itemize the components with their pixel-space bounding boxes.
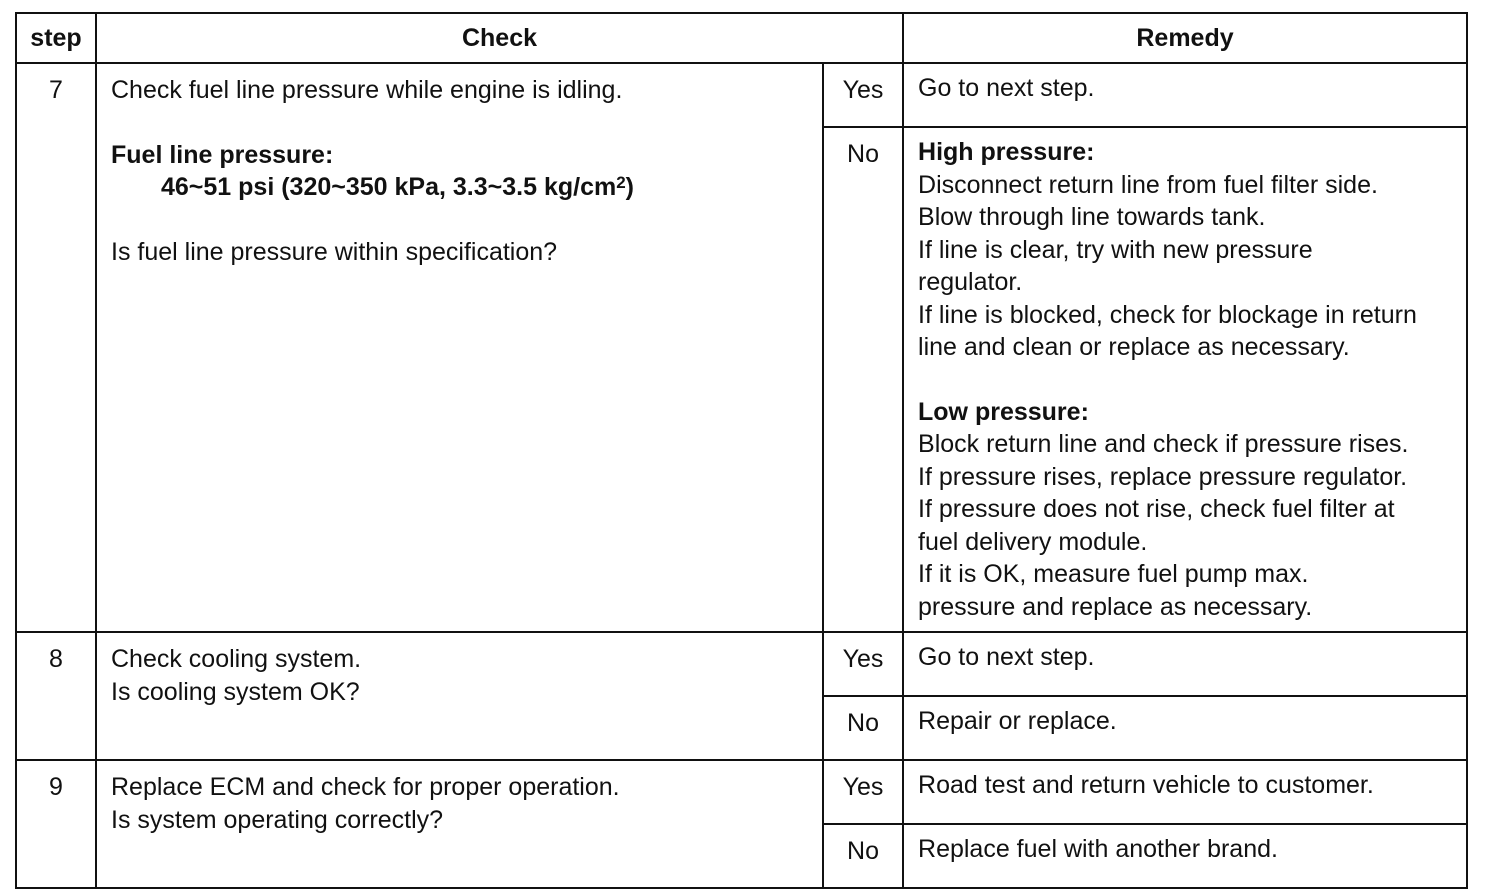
header-step: step	[16, 13, 96, 63]
spec-label: Fuel line pressure:	[111, 140, 334, 169]
spec-value: 46~51 psi (320~350 kPa, 3.3~3.5 $kg/cm^2$)	[161, 173, 634, 201]
table-row-step-7-yes	[16, 63, 1467, 127]
remedy-no: Replace fuel with another brand.	[903, 824, 1467, 888]
check-instruction: Check cooling system.	[111, 645, 362, 673]
check-cell	[96, 632, 823, 760]
low-pressure-title: Low pressure:	[918, 397, 1089, 426]
check-question: Is cooling system OK?	[111, 677, 360, 706]
answer-no: No	[823, 696, 903, 760]
table-row-step-9-yes	[16, 760, 1467, 824]
remedy-yes: Road test and return vehicle to customer.	[903, 760, 1467, 824]
remedy-line: pressure and replace as necessary.	[918, 592, 1313, 621]
remedy-line: regulator.	[918, 268, 1023, 296]
remedy-line: If pressure rises, replace pressure regulator.	[918, 462, 1408, 491]
step-number: 7	[16, 63, 96, 632]
step-number: 9	[16, 760, 96, 888]
troubleshooting-table	[15, 12, 1468, 889]
remedy-yes: Go to next step.	[903, 63, 1467, 127]
header-remedy: Remedy	[903, 13, 1467, 63]
check-question: Is fuel line pressure within specification?	[111, 237, 558, 266]
answer-yes: Yes	[823, 632, 903, 696]
answer-no: No	[823, 127, 903, 632]
check-cell	[96, 760, 823, 888]
answer-yes: Yes	[823, 63, 903, 127]
remedy-line: If line is blocked, check for blockage in return	[918, 300, 1417, 329]
remedy-yes: Go to next step.	[903, 632, 1467, 696]
header-row	[16, 13, 1467, 63]
table-row-step-8-yes	[16, 632, 1467, 696]
remedy-line: Blow through line towards tank.	[918, 203, 1266, 231]
answer-yes: Yes	[823, 760, 903, 824]
check-cell	[96, 63, 823, 632]
remedy-line: Block return line and check if pressure rises.	[918, 430, 1409, 458]
remedy-line: fuel delivery module.	[918, 527, 1148, 556]
header-check: Check	[96, 13, 903, 63]
remedy-line: If pressure does not rise, check fuel filter at	[918, 495, 1395, 523]
check-instruction: Replace ECM and check for proper operation.	[111, 773, 620, 801]
remedy-line: Disconnect return line from fuel filter side.	[918, 170, 1378, 199]
check-question: Is system operating correctly?	[111, 805, 444, 834]
high-pressure-title: High pressure:	[918, 138, 1095, 166]
check-instruction: Check fuel line pressure while engine is idling.	[111, 76, 623, 104]
remedy-no	[903, 127, 1467, 632]
remedy-line: line and clean or replace as necessary.	[918, 333, 1350, 361]
answer-no: No	[823, 824, 903, 888]
remedy-line: If line is clear, try with new pressure	[918, 235, 1313, 264]
remedy-no: Repair or replace.	[903, 696, 1467, 760]
step-number: 8	[16, 632, 96, 760]
remedy-line: If it is OK, measure fuel pump max.	[918, 560, 1309, 588]
